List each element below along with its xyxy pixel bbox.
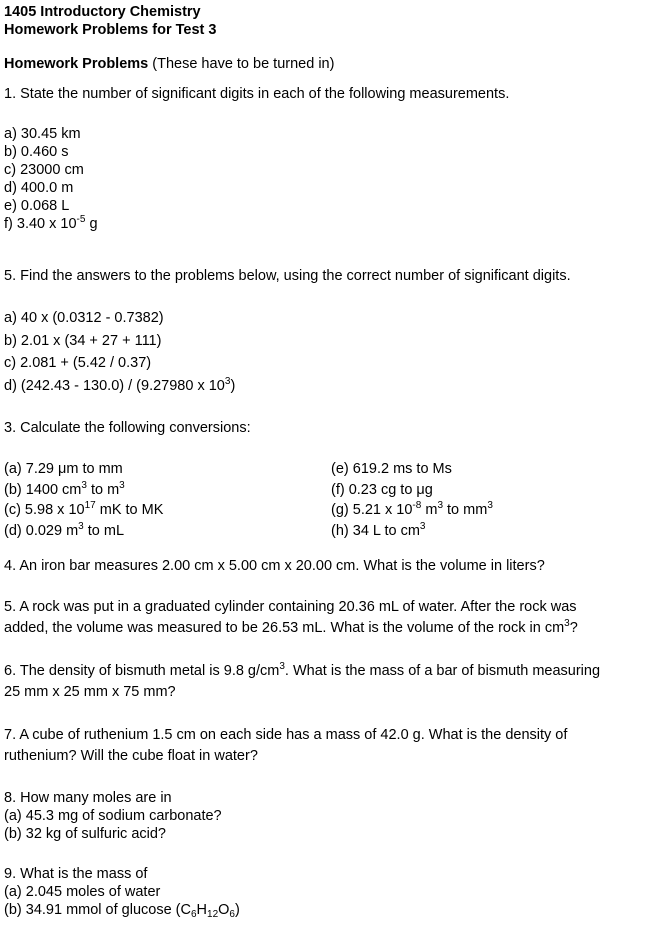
question-1-item-e: e) 0.068 L (4, 198, 70, 214)
question-6-line1: 6. The density of bismuth metal is 9.8 $g/cm^3$. What is the mass of a bar of bismuth measuring (4, 661, 601, 679)
question-9-item-b: (b) 34.91 mmol of glucose $(C_6H_{12}O_6)$ (4, 902, 240, 920)
question-1-item-f: f) 3.40 x $10^{-5}$ g (4, 214, 98, 232)
conversions-left-column (4, 459, 331, 541)
question-5-item-a: a) 40 x (0.0312 - 0.7382) (4, 310, 164, 326)
question-5b-line2: added, the volume was measured to be 26.53 mL. What is the volume of the rock in $cm^3$? (4, 618, 578, 636)
document-subtitle: Homework Problems for Test 3 (4, 22, 217, 38)
question-5-item-d: d) (242.43 - 130.0) / (9.27980 x $10^3$) (4, 375, 236, 394)
homework-document (4, 3, 666, 919)
question-8-item-b: (b) 32 kg of sulfuric acid? (4, 826, 166, 842)
question-7-line2: ruthenium? Will the cube float in water? (4, 748, 258, 764)
question-9-prompt: 9. What is the mass of (4, 866, 148, 882)
conversion-h: (h) 34 L to $cm^3$ (331, 520, 426, 539)
question-5-prompt: 5. Find the answers to the problems below, using the correct number of significant digits. (4, 268, 571, 284)
question-8-prompt: 8. How many moles are in (4, 790, 172, 806)
section-heading-label: Homework Problems (4, 56, 149, 72)
question-5-item-c: c) 2.081 + (5.42 / 0.37) (4, 355, 152, 371)
question-1-item-d: d) 400.0 m (4, 180, 74, 196)
conversion-f: (f) 0.23 cg to μg (331, 481, 433, 498)
question-8-item-a: (a) 45.3 mg of sodium carbonate? (4, 808, 222, 824)
section-heading (4, 55, 666, 73)
question-3-prompt: 3. Calculate the following conversions: (4, 420, 251, 436)
question-5b-line1: 5. A rock was put in a graduated cylinder containing 20.36 mL of water. After the rock was (4, 599, 577, 615)
question-1-item-b: b) 0.460 s (4, 144, 69, 160)
conversion-g: (g) 5.21 x $10^{-8}$ $m^3$ to $mm^3$ (331, 500, 493, 518)
conversion-d: (d) 0.029 $m^3$ to mL (4, 520, 125, 539)
question-1-prompt: 1. State the number of significant digits in each of the following measurements. (4, 86, 510, 102)
question-9-item-a: (a) 2.045 moles of water (4, 884, 161, 900)
conversion-b: (b) 1400 $cm^3$ to $m^3$ (4, 479, 125, 498)
document-title: 1405 Introductory Chemistry (4, 4, 201, 20)
question-5-item-b: b) 2.01 x (34 + 27 + 111) (4, 332, 162, 349)
section-heading-note: (These have to be turned in) (148, 56, 335, 72)
conversion-e: (e) 619.2 ms to Ms (331, 461, 452, 477)
question-6-line2: 25 mm x 25 mm x 75 mm? (4, 684, 176, 700)
conversions-grid (4, 459, 666, 541)
question-4-text: 4. An iron bar measures 2.00 cm x 5.00 cm x 20.00 cm. What is the volume in liters? (4, 558, 545, 574)
question-1-item-a: a) 30.45 km (4, 126, 81, 142)
conversions-right-column (331, 459, 658, 541)
question-1-item-c: c) 23000 cm (4, 162, 84, 178)
conversion-c: (c) 5.98 x $10^{17}$ mK to MK (4, 500, 164, 518)
question-7-line1: 7. A cube of ruthenium 1.5 cm on each side has a mass of 42.0 g. What is the density of (4, 727, 568, 743)
conversion-a: (a) 7.29 μm to mm (4, 461, 123, 477)
